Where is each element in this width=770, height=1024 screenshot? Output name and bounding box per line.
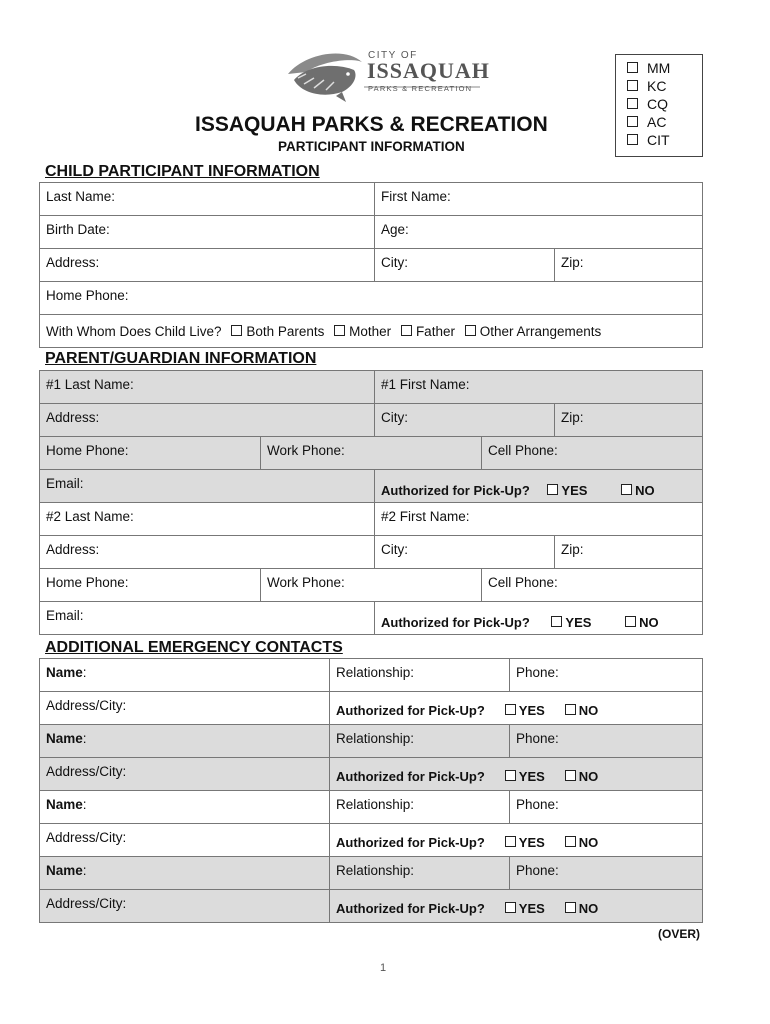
field-label: Zip:	[561, 542, 584, 557]
field-label	[46, 857, 329, 878]
program-option-cq[interactable]	[627, 96, 668, 112]
field-label: Cell Phone:	[488, 443, 558, 458]
field-label: Home Phone:	[46, 288, 129, 303]
no-label: NO	[578, 901, 599, 916]
field-label: Email:	[46, 608, 84, 623]
checkbox-icon[interactable]	[621, 484, 632, 495]
p2-work-phone-field[interactable]	[261, 569, 482, 602]
ec-authorized-row	[330, 758, 703, 791]
field-label: Home Phone:	[46, 575, 129, 590]
field-label	[46, 791, 329, 812]
field-label: Relationship:	[336, 863, 415, 878]
program-option-mm[interactable]	[627, 60, 670, 76]
no-label: NO	[578, 769, 599, 784]
field-label: Last Name:	[46, 189, 116, 204]
yes-label: YES	[561, 483, 588, 498]
field-label: Address:	[46, 255, 100, 270]
colon: :	[82, 731, 87, 746]
p2-cell-phone-field[interactable]	[482, 569, 703, 602]
ec-name-field[interactable]	[40, 659, 330, 692]
field-label: Phone:	[516, 797, 559, 812]
field-label: Relationship:	[336, 665, 415, 680]
field-label: Zip:	[561, 255, 584, 270]
checkbox-icon[interactable]	[565, 704, 576, 715]
over-note: (OVER)	[658, 927, 700, 941]
ec-relationship-field[interactable]	[330, 725, 510, 758]
ec-name-field[interactable]	[40, 857, 330, 890]
p1-last-name-field[interactable]	[40, 371, 375, 404]
ec-name-field[interactable]	[40, 791, 330, 824]
emergency-contacts-table	[39, 658, 703, 923]
ec-phone-field[interactable]	[510, 659, 703, 692]
ec-address-city-field[interactable]	[40, 890, 330, 923]
checkbox-icon[interactable]	[627, 116, 638, 127]
checkbox-icon[interactable]	[627, 134, 638, 145]
field-label: City:	[381, 255, 408, 270]
p1-home-phone-field[interactable]	[40, 437, 261, 470]
field-label: #2 Last Name:	[46, 509, 134, 524]
field-label: Relationship:	[336, 731, 415, 746]
field-label: #1 Last Name:	[46, 377, 134, 392]
child-info-table	[39, 182, 703, 348]
child-city-field[interactable]	[375, 249, 555, 282]
checkbox-icon[interactable]	[401, 325, 412, 336]
field-label: Address:	[46, 542, 100, 557]
checkbox-icon[interactable]	[334, 325, 345, 336]
authorized-label: Authorized for Pick-Up?	[336, 835, 485, 850]
field-label: Address:	[46, 410, 100, 425]
field-label: Address/City:	[46, 764, 127, 779]
p1-city-field[interactable]	[375, 404, 555, 437]
child-age-field[interactable]	[375, 216, 703, 249]
ec-authorized-row	[330, 890, 703, 923]
authorized-label: Authorized for Pick-Up?	[336, 703, 485, 718]
authorized-line	[381, 602, 702, 630]
ec-phone-field[interactable]	[510, 725, 703, 758]
checkbox-icon[interactable]	[565, 836, 576, 847]
checkbox-icon[interactable]	[505, 836, 516, 847]
name-label: Name	[46, 863, 83, 878]
field-label: City:	[381, 410, 409, 425]
lives-with-line	[46, 315, 702, 339]
yes-label: YES	[565, 615, 592, 630]
child-zip-field[interactable]	[555, 249, 703, 282]
child-last-name-field[interactable]	[40, 183, 375, 216]
authorized-line	[336, 890, 702, 916]
ec-phone-field[interactable]	[510, 791, 703, 824]
program-checkbox-group	[615, 54, 703, 157]
checkbox-icon[interactable]	[551, 616, 562, 627]
ec-address-city-field[interactable]	[40, 824, 330, 857]
field-label: Address/City:	[46, 830, 127, 845]
colon: :	[82, 665, 87, 680]
p2-home-phone-field[interactable]	[40, 569, 261, 602]
ec-name-field[interactable]	[40, 725, 330, 758]
p2-first-name-field[interactable]	[375, 503, 703, 536]
authorized-line	[336, 824, 702, 850]
ec-authorized-row	[330, 692, 703, 725]
p1-email-field[interactable]	[40, 470, 375, 503]
program-label: KC	[647, 78, 667, 94]
colon: :	[82, 863, 87, 878]
field-label: #1 First Name:	[381, 377, 470, 392]
p2-zip-field[interactable]	[555, 536, 703, 569]
field-label: Phone:	[516, 863, 559, 878]
p2-address-field[interactable]	[40, 536, 375, 569]
checkbox-icon[interactable]	[625, 616, 636, 627]
form-subtitle: PARTICIPANT INFORMATION	[278, 139, 465, 154]
child-home-phone-field[interactable]	[40, 282, 703, 315]
form-title: ISSAQUAH PARKS & RECREATION	[195, 113, 548, 136]
ec-relationship-field[interactable]	[330, 659, 510, 692]
emergency-section-heading: ADDITIONAL EMERGENCY CONTACTS	[45, 639, 343, 656]
option-other: Other Arrangements	[479, 324, 602, 339]
checkbox-icon[interactable]	[565, 770, 576, 781]
name-label: Name	[46, 665, 83, 680]
field-label	[46, 659, 329, 680]
authorized-label: Authorized for Pick-Up?	[336, 901, 485, 916]
no-label: NO	[578, 835, 599, 850]
authorized-label: Authorized for Pick-Up?	[381, 483, 530, 498]
field-label: City:	[381, 542, 409, 557]
field-label: #2 First Name:	[381, 509, 470, 524]
p2-last-name-field[interactable]	[40, 503, 375, 536]
field-label: First Name:	[381, 189, 451, 204]
p1-work-phone-field[interactable]	[261, 437, 482, 470]
field-label	[46, 725, 329, 746]
program-label: MM	[647, 60, 671, 76]
field-label: Age:	[381, 222, 409, 237]
field-label: Work Phone:	[267, 575, 345, 590]
logo-sub-text: PARKS & RECREATION	[368, 84, 473, 93]
checkbox-icon[interactable]	[465, 325, 476, 336]
authorized-line	[381, 470, 702, 498]
child-address-field[interactable]	[40, 249, 375, 282]
option-both-parents: Both Parents	[246, 324, 325, 339]
field-label: Cell Phone:	[488, 575, 558, 590]
checkbox-icon[interactable]	[547, 484, 558, 495]
checkbox-icon[interactable]	[505, 704, 516, 715]
program-option-ac[interactable]	[627, 114, 666, 130]
authorized-label: Authorized for Pick-Up?	[336, 769, 485, 784]
program-label: AC	[647, 114, 667, 130]
logo-name-text: ISSAQUAH	[367, 58, 490, 83]
p2-authorized-row	[375, 602, 703, 635]
logo-city-text: CITY OF	[368, 50, 418, 61]
program-label: CQ	[647, 96, 668, 112]
field-label: Address/City:	[46, 896, 127, 911]
ec-phone-field[interactable]	[510, 857, 703, 890]
no-label: NO	[635, 483, 655, 498]
field-label: Relationship:	[336, 797, 415, 812]
field-label: Address/City:	[46, 698, 127, 713]
yes-label: YES	[518, 901, 545, 916]
field-label: Zip:	[561, 410, 584, 425]
checkbox-icon[interactable]	[505, 770, 516, 781]
checkbox-icon[interactable]	[231, 325, 242, 336]
authorized-label: Authorized for Pick-Up?	[381, 615, 530, 630]
child-birth-date-field[interactable]	[40, 216, 375, 249]
yes-label: YES	[518, 769, 545, 784]
field-label: Email:	[46, 476, 84, 491]
p2-city-field[interactable]	[375, 536, 555, 569]
authorized-line	[336, 758, 702, 784]
p1-authorized-row	[375, 470, 703, 503]
ec-address-city-field[interactable]	[40, 692, 330, 725]
yes-label: YES	[518, 835, 545, 850]
checkbox-icon[interactable]	[627, 98, 638, 109]
name-label: Name	[46, 731, 83, 746]
field-label: Home Phone:	[46, 443, 129, 458]
colon: :	[82, 797, 87, 812]
child-section-heading: CHILD PARTICIPANT INFORMATION	[45, 163, 320, 180]
parent-section-heading: PARENT/GUARDIAN INFORMATION	[45, 350, 317, 367]
no-label: NO	[639, 615, 659, 630]
field-label: Birth Date:	[46, 222, 110, 237]
ec-relationship-field[interactable]	[330, 791, 510, 824]
no-label: NO	[578, 703, 599, 718]
ec-authorized-row	[330, 824, 703, 857]
program-option-cit[interactable]	[627, 132, 670, 148]
ec-address-city-field[interactable]	[40, 758, 330, 791]
program-option-kc[interactable]	[627, 78, 666, 94]
checkbox-icon[interactable]	[627, 62, 638, 73]
ec-relationship-field[interactable]	[330, 857, 510, 890]
option-father: Father	[415, 324, 455, 339]
authorized-line	[336, 692, 702, 718]
parent-info-table	[39, 370, 703, 635]
field-label: Work Phone:	[267, 443, 345, 458]
name-label: Name	[46, 797, 83, 812]
field-label: Phone:	[516, 665, 559, 680]
child-first-name-field[interactable]	[375, 183, 703, 216]
checkbox-icon[interactable]	[505, 902, 516, 913]
child-lives-with-row	[40, 315, 703, 348]
p1-address-field[interactable]	[40, 404, 375, 437]
field-label: Phone:	[516, 731, 559, 746]
p1-zip-field[interactable]	[555, 404, 703, 437]
lives-with-question: With Whom Does Child Live?	[46, 324, 222, 339]
program-label: CIT	[647, 132, 670, 148]
p2-email-field[interactable]	[40, 602, 375, 635]
p1-first-name-field[interactable]	[375, 371, 703, 404]
yes-label: YES	[518, 703, 545, 718]
page-number: 1	[380, 962, 387, 974]
option-mother: Mother	[349, 324, 392, 339]
p1-cell-phone-field[interactable]	[482, 437, 703, 470]
checkbox-icon[interactable]	[565, 902, 576, 913]
checkbox-icon[interactable]	[627, 80, 638, 91]
